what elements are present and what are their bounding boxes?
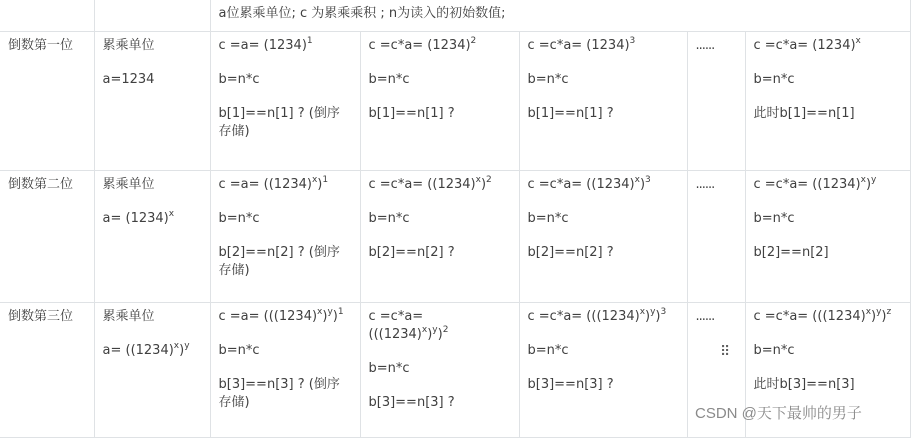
step-expression <box>528 308 679 326</box>
exponent: x <box>855 36 861 46</box>
expression-part: (((1234) <box>368 327 422 342</box>
expression-part: a= ((1234) <box>102 343 174 358</box>
step-expression <box>369 176 511 194</box>
final-check: 此时b[1]==n[1] <box>753 106 855 121</box>
drag-handle-icon[interactable]: ⠿ <box>720 344 731 360</box>
final-assign: b=n*c <box>753 211 795 226</box>
step-check: b[3]==n[3] ? <box>368 395 455 410</box>
step-assign: b=n*c <box>527 72 569 87</box>
step-expression <box>528 176 679 194</box>
exponent: x <box>865 307 872 317</box>
ellipsis: ...... <box>695 177 715 192</box>
expression-part: c =c*a= (1234) <box>527 38 630 53</box>
header-row <box>0 0 910 32</box>
expression-part: ) <box>480 177 487 192</box>
exponent: 1 <box>306 36 313 46</box>
expression-part: ) <box>437 327 443 342</box>
exponent: x <box>860 175 866 185</box>
expression-part: c =c*a= (1234) <box>368 38 471 53</box>
expression-part: c =c*a= (((1234) <box>753 309 866 324</box>
expression-part: ) <box>317 177 323 192</box>
expression-part: c =a= (((1234) <box>218 309 318 324</box>
expression-part: a= (1234) <box>102 211 169 226</box>
exponent: 3 <box>645 175 651 185</box>
unit-value <box>103 210 202 228</box>
expression-part: ) <box>322 309 328 324</box>
step-assign: b=n*c <box>218 211 260 226</box>
step-cell <box>360 171 519 303</box>
row-label: 倒数第二位 <box>0 171 94 303</box>
row-label: 倒数第一位 <box>0 32 94 171</box>
step-assign: b=n*c <box>368 72 410 87</box>
expression-part: c =c*a= ((1234) <box>753 177 861 192</box>
step-expression <box>219 176 352 194</box>
unit-value <box>103 342 202 360</box>
step-cell <box>210 303 360 438</box>
step-check: b[1]==n[1] ? (倒序存储) <box>218 106 340 139</box>
expression-part: c =c*a= (((1234) <box>527 309 640 324</box>
exponent: x <box>475 175 481 185</box>
exponent: 1 <box>337 307 344 317</box>
final-expression <box>754 176 902 194</box>
step-cell <box>360 303 519 438</box>
expression-part: ) <box>639 177 646 192</box>
unit-cell <box>94 32 210 171</box>
final-assign: b=n*c <box>753 72 795 87</box>
final-check: 此时b[3]==n[3] <box>753 377 855 392</box>
exponent: 2 <box>442 325 449 335</box>
step-assign: b=n*c <box>527 211 569 226</box>
expression-part: ) <box>427 327 433 342</box>
step-cell <box>360 32 519 171</box>
expression-part: c =c*a= ((1234) <box>527 177 635 192</box>
step-check: b[2]==n[2] ? (倒序存储) <box>218 245 340 278</box>
expression-part: ) <box>871 309 877 324</box>
exponent: x <box>634 175 640 185</box>
step-assign: b=n*c <box>368 361 410 376</box>
exponent: y <box>876 307 882 317</box>
exponent: y <box>871 175 877 185</box>
header-empty-cell <box>94 0 210 32</box>
step-assign: b=n*c <box>527 343 569 358</box>
final-assign: b=n*c <box>753 343 795 358</box>
step-cell <box>519 32 687 171</box>
ellipsis-cell <box>687 32 745 171</box>
unit-title: 累乘单位 <box>102 309 155 324</box>
expression-part: c =c*a= ((1234) <box>368 177 476 192</box>
step-cell <box>519 303 687 438</box>
step-expression <box>219 37 352 55</box>
final-cell <box>745 32 910 171</box>
step-expression <box>219 308 352 326</box>
expression-part: ) <box>865 177 872 192</box>
exponent: 2 <box>470 36 477 46</box>
exponent: 3 <box>629 36 636 46</box>
step-expression-line1: c =c*a= <box>368 309 424 324</box>
unit-title: 累乘单位 <box>102 38 155 53</box>
final-expression <box>754 37 902 55</box>
step-expression <box>369 37 511 55</box>
unit-cell <box>94 171 210 303</box>
exponent: 3 <box>660 307 667 317</box>
exponent: y <box>327 307 333 317</box>
step-check: b[3]==n[3] ? (倒序存储) <box>218 377 340 410</box>
exponent: x <box>317 307 323 317</box>
exponent: y <box>184 341 190 351</box>
expression-part: ) <box>881 309 887 324</box>
exponent: 2 <box>486 175 492 185</box>
final-cell <box>745 171 910 303</box>
watermark: CSDN @天下最帅的男子 <box>695 405 862 422</box>
expression-part: ) <box>179 343 185 358</box>
step-cell <box>210 171 360 303</box>
table-row <box>0 171 910 303</box>
final-check: b[2]==n[2] <box>753 245 829 260</box>
expression-part: c =a= ((1234) <box>218 177 312 192</box>
exponent: x <box>311 175 318 185</box>
expression-part: ) <box>332 309 338 324</box>
expression-part: ) <box>645 309 651 324</box>
header-empty-cell <box>0 0 94 32</box>
step-expression <box>528 37 679 55</box>
expression-part: ) <box>655 309 661 324</box>
header-note: a位累乘单位; c 为累乘乘积 ; n为读入的初始数值; <box>210 0 910 32</box>
exponent: x <box>421 325 428 335</box>
exponent: z <box>886 307 892 317</box>
table-row <box>0 32 910 171</box>
step-expression-line2 <box>369 326 511 344</box>
step-cell <box>210 32 360 171</box>
step-assign: b=n*c <box>218 72 260 87</box>
unit-value: a=1234 <box>102 72 155 87</box>
step-check: b[1]==n[1] ? <box>527 106 614 121</box>
exponent: x <box>173 341 180 351</box>
exponent: 1 <box>322 175 329 185</box>
expression-part: c =a= (1234) <box>218 38 307 53</box>
step-check: b[1]==n[1] ? <box>368 106 455 121</box>
unit-cell <box>94 303 210 438</box>
ellipsis: ...... <box>695 309 715 324</box>
step-check: b[2]==n[2] ? <box>368 245 455 260</box>
expression-part: c =c*a= (1234) <box>753 38 856 53</box>
ellipsis: ...... <box>695 38 715 53</box>
exponent: y <box>432 325 438 335</box>
step-cell <box>519 171 687 303</box>
step-check: b[3]==n[3] ? <box>527 377 614 392</box>
row-label: 倒数第三位 <box>0 303 94 438</box>
ellipsis-cell <box>687 171 745 303</box>
step-check: b[2]==n[2] ? <box>527 245 614 260</box>
exponent: x <box>639 307 646 317</box>
final-expression <box>754 308 902 326</box>
step-assign: b=n*c <box>368 211 410 226</box>
exponent: x <box>168 209 175 219</box>
exponent: y <box>650 307 656 317</box>
step-assign: b=n*c <box>218 343 260 358</box>
unit-title: 累乘单位 <box>102 177 155 192</box>
